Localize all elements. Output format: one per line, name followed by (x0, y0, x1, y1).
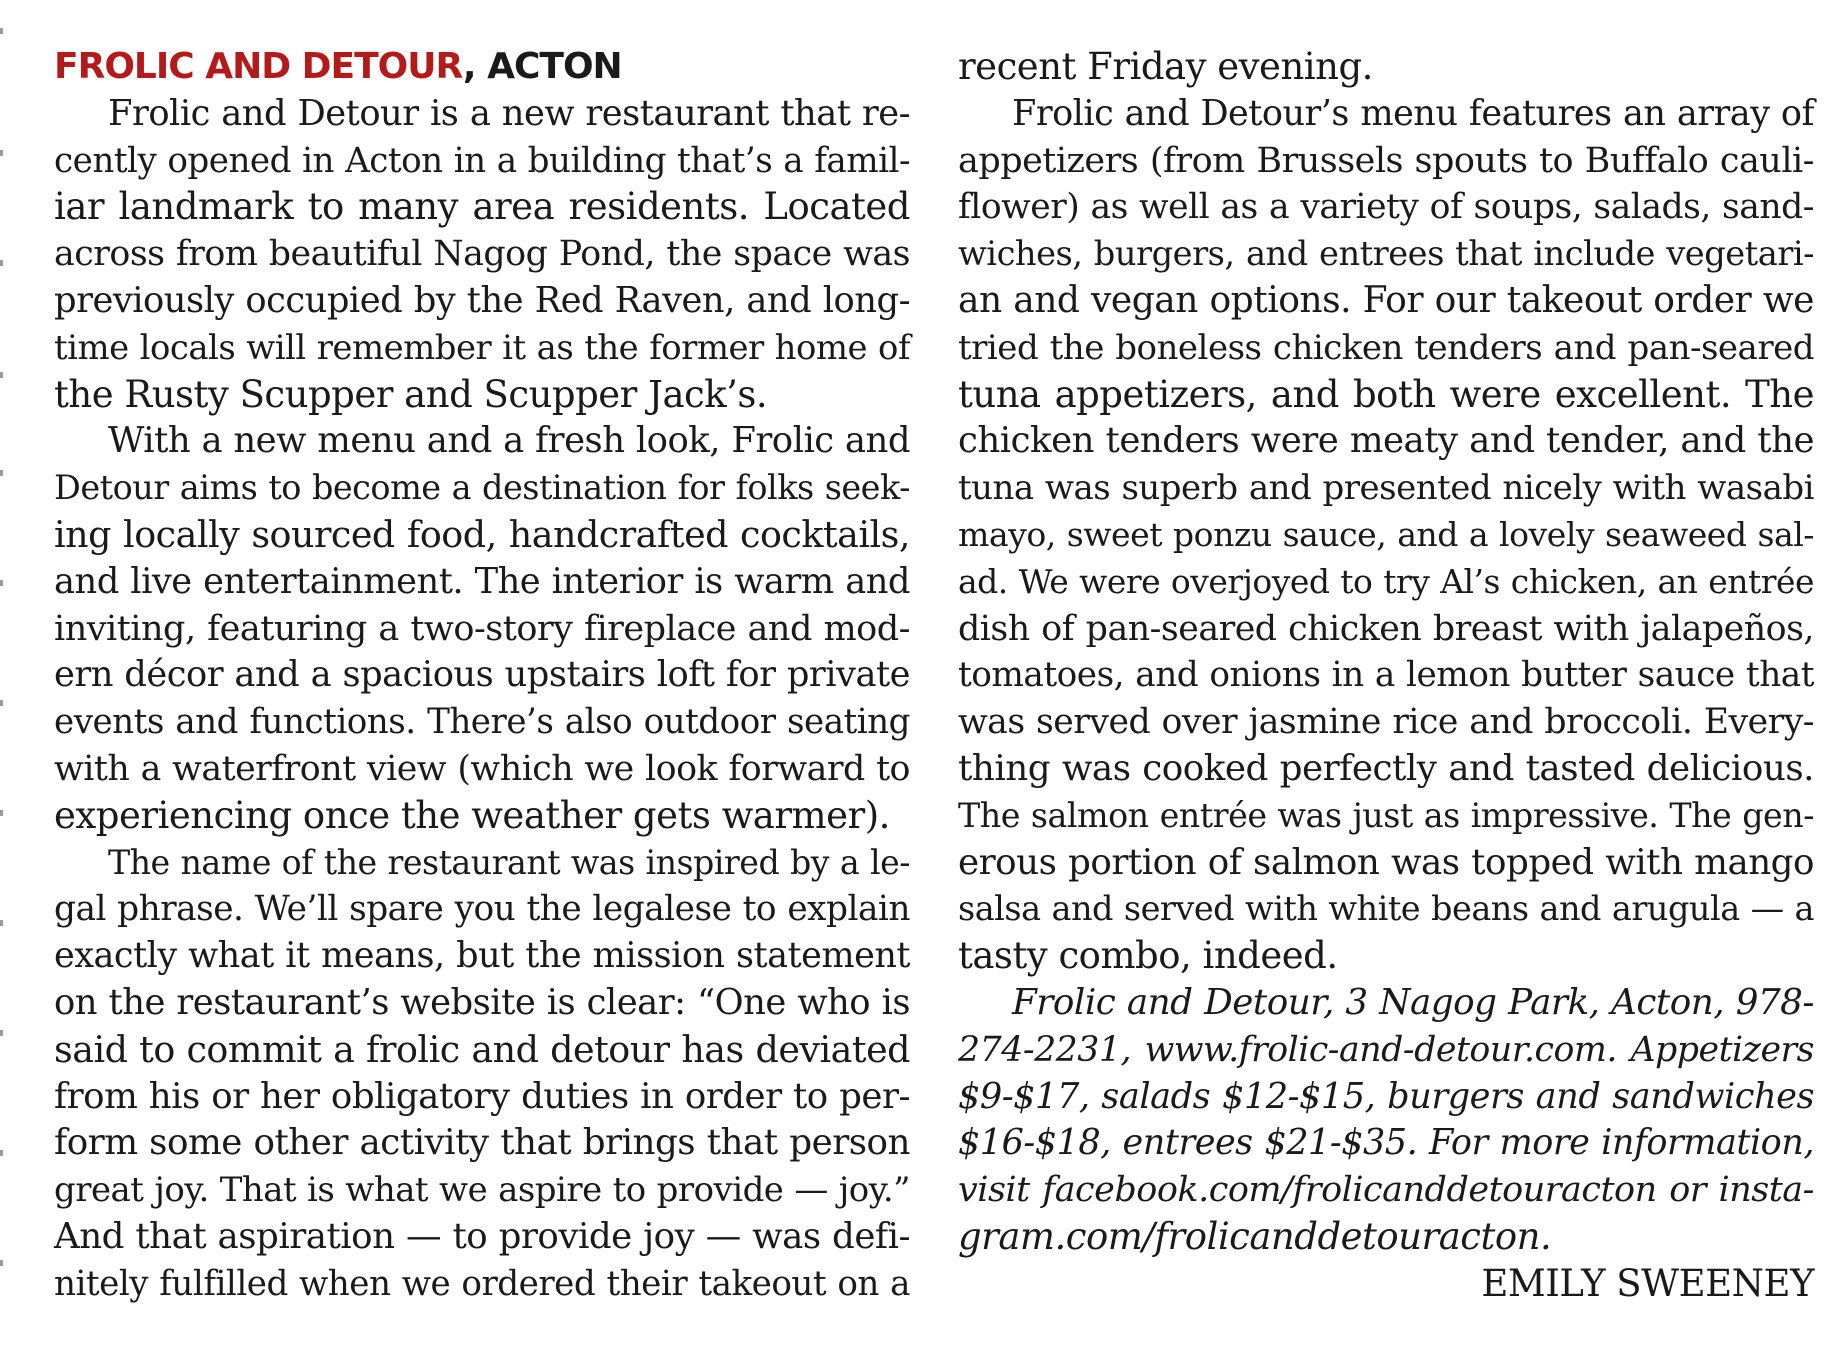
text-line: Frolic and Detour is a new restaurant that re- (108, 92, 910, 134)
author-byline: EMILY SWEENEY (1481, 1261, 1814, 1305)
restaurant-info (958, 980, 1814, 1261)
text-line: tuna was superb and presented nicely with wasabi (958, 468, 1814, 509)
text-line: experiencing once the weather gets warmer). (54, 793, 890, 837)
text-line: previously occupied by the Red Raven, and long- (54, 279, 910, 321)
text-line: the Rusty Scupper and Scupper Jack’s. (54, 372, 768, 416)
paragraph-intro (54, 91, 910, 419)
headline (54, 44, 910, 91)
text-line: And that aspiration — to provide joy — was defi- (54, 1215, 910, 1257)
text-line: ern décor and a spacious upstairs loft for private (54, 654, 910, 696)
text-line: With a new menu and a fresh look, Frolic and (108, 420, 910, 462)
info-line: $16-$18, entrees $21-$35. For more information, (958, 1122, 1814, 1164)
text-line: cently opened in Acton in a building that’s a famil- (54, 140, 910, 181)
text-line: great joy. That is what we aspire to provide — joy.” (54, 1170, 910, 1211)
text-line: recent Friday evening. (958, 45, 1373, 88)
paragraph-name-origin (54, 840, 910, 1308)
headline-separator: , (462, 46, 476, 87)
text-line: Detour aims to become a destination for folks seek- (54, 468, 910, 508)
text-line: on the restaurant’s website is clear: “One who is (54, 981, 910, 1023)
text-line: events and functions. There’s also outdoor seating (54, 702, 910, 743)
text-line: flower) as well as a variety of soups, salads, sand- (958, 187, 1814, 228)
text-line: form some other activity that brings that person (54, 1122, 910, 1164)
text-line: wiches, burgers, and entrees that include vegetari- (958, 234, 1814, 274)
article-page (54, 44, 1814, 1344)
text-line: mayo, sweet ponzu sauce, and a lovely seaweed sal- (958, 514, 1814, 554)
text-line: across from beautiful Nagog Pond, the space was (54, 234, 910, 275)
text-line: The salmon entrée was just as impressive. The gen- (958, 795, 1814, 835)
text-line: The name of the restaurant was inspired by a le- (108, 842, 910, 882)
text-line: tried the boneless chicken tenders and pan-seared (958, 327, 1814, 368)
scan-edge-marks (0, 0, 6, 1371)
text-line: an and vegan options. For our takeout order we (958, 279, 1814, 321)
paragraph-menu-and-look (54, 418, 910, 839)
info-line: Frolic and Detour, 3 Nagog Park, Acton, 978- (1012, 981, 1814, 1023)
info-line: $9-$17, salads $12-$15, burgers and sandwiches (958, 1075, 1814, 1117)
headline-restaurant-name: FROLIC AND DETOUR (54, 46, 463, 87)
text-line: was served over jasmine rice and broccoli. Every- (958, 702, 1814, 743)
text-line: and live entertainment. The interior is warm and (54, 560, 910, 602)
text-line: erous portion of salmon was topped with mango (958, 841, 1814, 883)
info-line: 274-2231, www.frolic-and-detour.com. Appetizers (958, 1029, 1814, 1070)
left-column (54, 44, 910, 1344)
text-line: thing was cooked perfectly and tasted delicious. (958, 747, 1814, 789)
text-line: said to commit a frolic and detour has deviated (54, 1027, 910, 1071)
text-line: tuna appetizers, and both were excellent. The (958, 372, 1814, 416)
headline-town: ACTON (487, 46, 622, 87)
text-line: ad. We were overjoyed to try Al’s chicken, an entrée (958, 561, 1814, 601)
text-line: exactly what it means, but the mission statement (54, 935, 910, 977)
info-line: visit facebook.com/frolicanddetouracton or insta- (958, 1170, 1814, 1211)
text-line: ing locally sourced food, handcrafted cocktails, (54, 512, 910, 556)
info-line: gram.com/frolicanddetouracton. (958, 1214, 1552, 1258)
text-line: nitely fulfilled when we ordered their takeout on a (54, 1263, 910, 1304)
text-line: Frolic and Detour’s menu features an array of (1012, 92, 1814, 134)
right-column (958, 44, 1814, 1344)
text-line: from his or her obligatory duties in order to per- (54, 1075, 910, 1117)
text-line: iar landmark to many area residents. Located (54, 185, 910, 229)
text-line: inviting, featuring a two-story fireplace and mod- (54, 607, 910, 649)
text-line: tomatoes, and onions in a lemon butter sauce that (958, 655, 1814, 696)
text-line: appetizers (from Brussels spouts to Buffalo cauli- (958, 140, 1814, 181)
text-line: chicken tenders were meaty and tender, and the (958, 420, 1814, 462)
text-line: salsa and served with white beans and arugula — a (958, 889, 1814, 929)
text-line: with a waterfront view (which we look forward to (54, 748, 910, 789)
text-line: tasty combo, indeed. (958, 934, 1338, 978)
paragraph-name-origin-continued (958, 44, 1814, 91)
text-line: gal phrase. We’ll spare you the legalese to explain (54, 889, 910, 930)
text-line: time locals will remember it as the former home of (54, 327, 910, 367)
paragraph-food-review (958, 91, 1814, 980)
text-line: dish of pan-seared chicken breast with jalapeños, (958, 608, 1814, 649)
